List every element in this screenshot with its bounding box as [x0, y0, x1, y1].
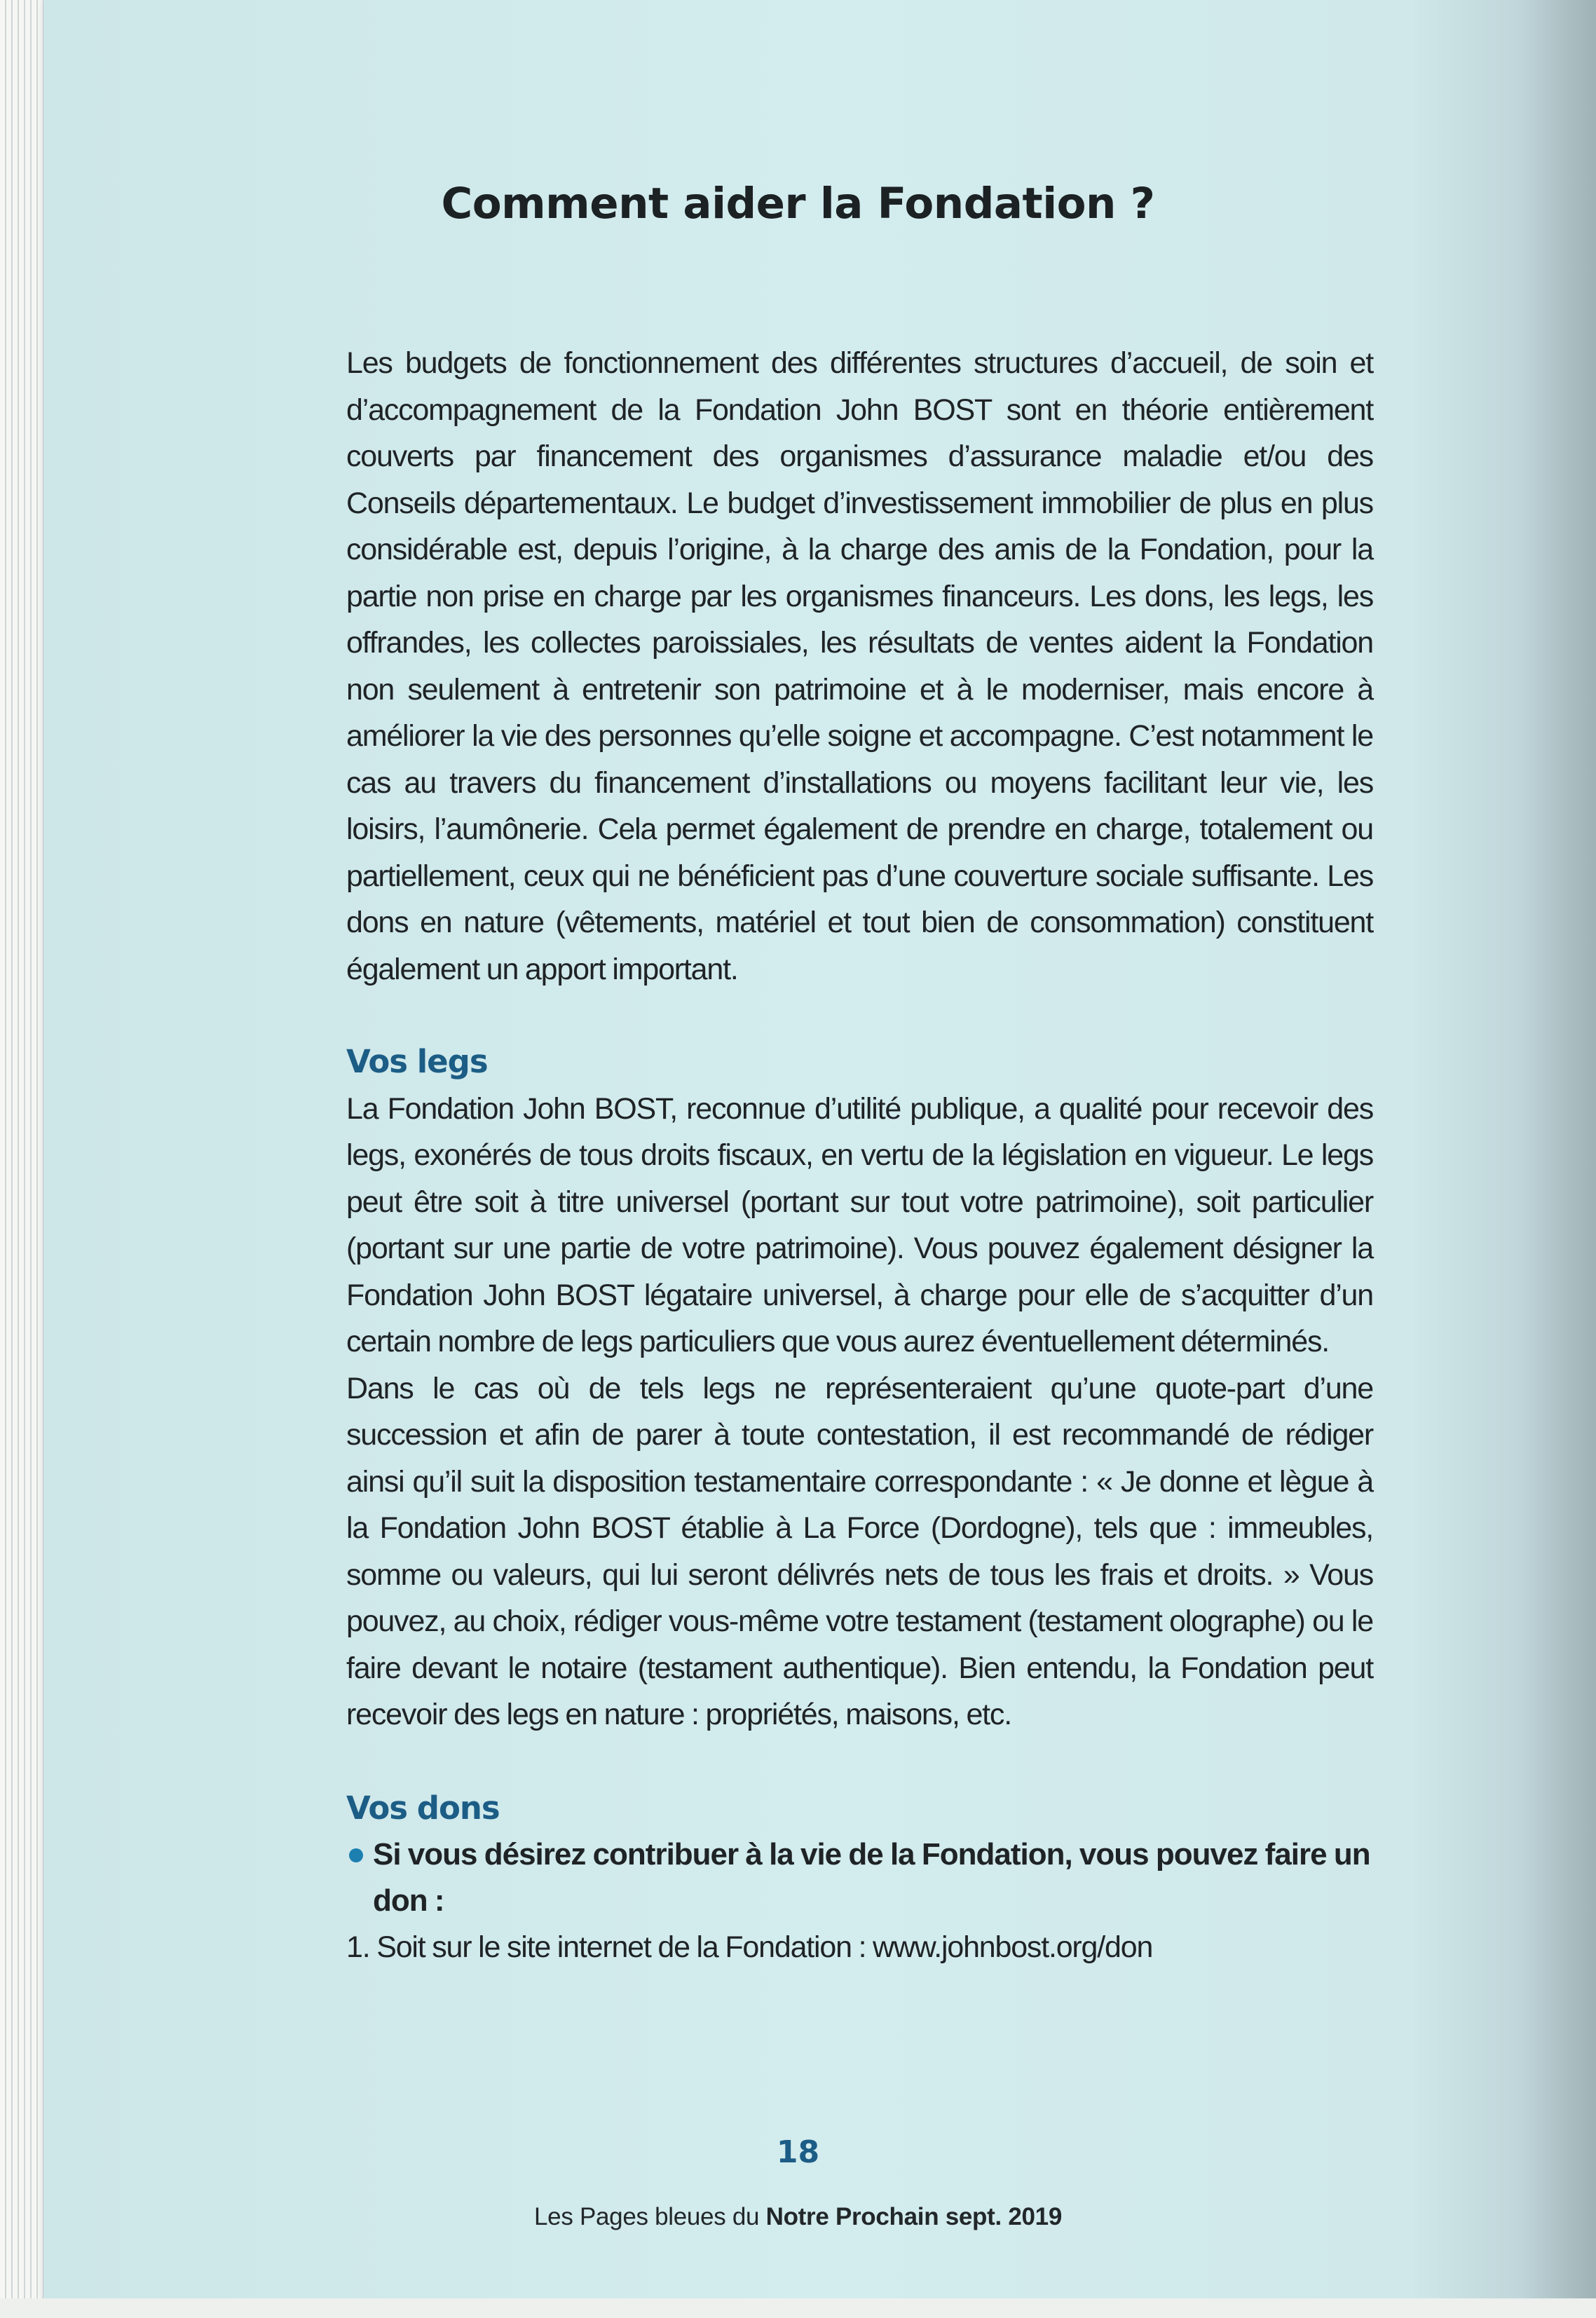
page-number: 18	[776, 2134, 820, 2170]
footer-publication-name: Notre Prochain sept. 2019	[765, 2203, 1063, 2230]
publication-footer	[0, 2203, 1596, 2231]
intro-paragraph: Les budgets de fonctionnement des différentes structures d’accueil, de soin et d’accompagnement de la Fondation John BOST sont en théorie entièrement couverts par financement des organismes d’assurance maladie et/ou des Conseils départementaux. Le budget d’investissement immobilier de plus en plus considérable est, depuis l’origine, à la charge des amis de la Fondation, pour la partie non prise en charge par les organismes financeurs. Les dons, les legs, les offrandes, les collectes paroissiales, les résultats de ventes aident la Fondation non seulement à entretenir son patrimoine et à le moderniser, mais encore à améliorer la vie des personnes qu’elle soigne et accompagne. C’est notamment le cas au travers du financement d’installations ou moyens facilitant leur vie, les loisirs, l’aumônerie. Cela permet également de prendre en charge, totalement ou partiellement, ceux qui ne bénéficient pas d’une couverture sociale suffisante. Les dons en nature (vêtements, matériel et tout bien de consommation) constituent également un apport important.	[346, 346, 1373, 986]
section-heading-dons: Vos dons	[346, 1789, 500, 1827]
page-bottom-edge	[0, 2298, 1596, 2318]
legs-paragraph-1: La Fondation John BOST, reconnue d’utilité publique, a qualité pour recevoir des legs, exonérés de tous droits fiscaux, en vertu de la législation en vigueur. Le legs peut être soit à titre universel (portant sur tout votre patrimoine), soit particulier (portant sur une partie de votre patrimoine). Vous pouvez également désigner la Fondation John BOST légataire universel, à charge pour elle de s’acquitter d’un certain nombre de legs particuliers que vous aurez éventuellement déterminés.	[346, 1091, 1373, 1358]
bullet-dot-icon	[349, 1848, 363, 1862]
bullet-text: Si vous désirez contribuer à la vie de la Fondation, vous pouvez faire un don :	[373, 1837, 1370, 1918]
page-title: Comment aider la Fondation ?	[441, 179, 1155, 229]
legs-paragraph-2: Dans le cas où de tels legs ne représenteraient qu’une quote-part d’une succession et afin de parer à toute contestation, il est recommandé de rédiger ainsi qu’il suit la disposition testamentaire correspondante : « Je donne et lègue à la Fondation John BOST établie à La Force (Dordogne), tels que : immeubles, somme ou valeurs, qui lui seront délivrés nets de tous les frais et droits. » Vous pouvez, au choix, rédiger vous-même votre testament (testament olographe) ou le faire devant le notaire (testament authentique). Bien entendu, la Fondation peut recevoir des legs en nature : propriétés, maisons, etc.	[346, 1371, 1373, 1731]
article-body	[346, 340, 1373, 1971]
donation-option-1: 1. Soit sur le site internet de la Fondation : www.johnbost.org/don	[346, 1930, 1153, 1964]
section-heading-legs: Vos legs	[346, 1043, 488, 1080]
bullet-item	[346, 1832, 1373, 1924]
footer-prefix: Les Pages bleues du	[533, 2203, 766, 2230]
